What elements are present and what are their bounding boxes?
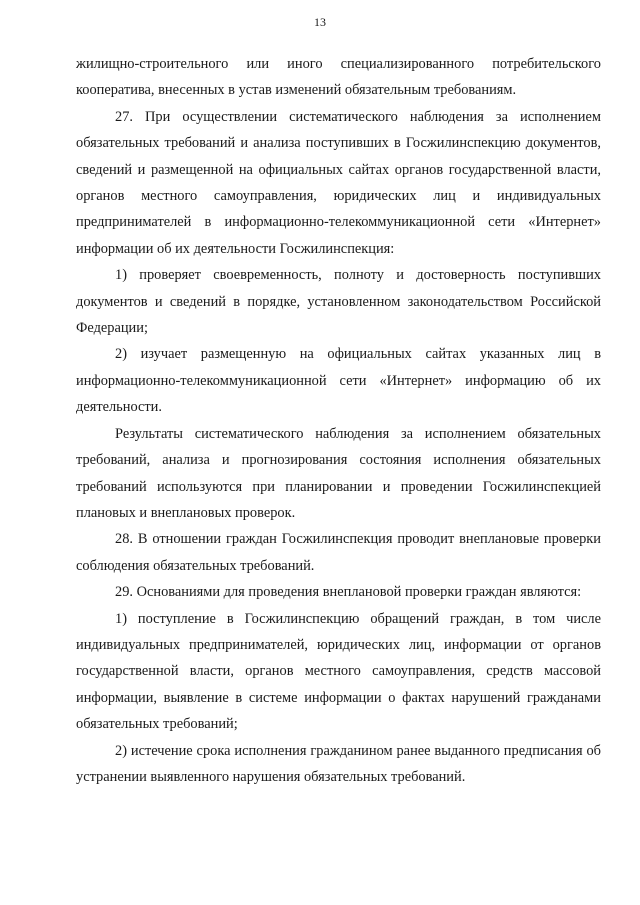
paragraph-results: Результаты систематического наблюдения за исполнением обязательных требований, анализа и прогнозирования состояния исполнения обязательных требований используются при планировании и проведении Госжилинспекцией плановых и внеплановых проверок. xyxy=(76,425,601,521)
paragraph-item-27: 27. При осуществлении систематического наблюдения за исполнением обязательных требований и анализа поступивших в Госжилинспекцию документов, сведений и размещенной на официальных сайтах органов государственной власти, органов местного самоуправления, юридических лиц и индивидуальных предпринимателей в информационно-телекоммуникационной сети «Интернет» информации об их деятельности Госжилинспекция: xyxy=(76,108,601,257)
paragraph-item-29: 29. Основаниями для проведения внеплановой проверки граждан являются: xyxy=(115,584,582,601)
paragraph-subitem-29-1: 1) поступление в Госжилинспекцию обращений граждан, в том числе индивидуальных предпринимателей, юридических лиц, информации от органов государственной власти, органов местного самоуправления, средств массовой информации, выявление в системе информации о фактах нарушений гражданами обязательных требований; xyxy=(76,610,601,733)
page-number: 13 xyxy=(314,15,326,29)
paragraph-continuation: жилищно-строительного или иного специализированного потребительского кооператива, внесенных в устав изменений обязательным требованиям. xyxy=(76,56,601,99)
paragraph-subitem-27-1: 1) проверяет своевременность, полноту и достоверность поступивших документов и сведений в порядке, установленном законодательством Российской Федерации; xyxy=(76,267,601,337)
paragraph-subitem-29-2: 2) истечение срока исполнения гражданином ранее выданного предписания об устранении выявленного нарушения обязательных требований. xyxy=(76,742,601,785)
paragraph-subitem-27-2: 2) изучает размещенную на официальных сайтах указанных лиц в информационно-телекоммуникационной сети «Интернет» информацию об их деятельности. xyxy=(76,346,601,416)
paragraph-item-28: 28. В отношении граждан Госжилинспекция проводит внеплановые проверки соблюдения обязательных требований. xyxy=(76,531,601,574)
document-body xyxy=(76,51,601,790)
